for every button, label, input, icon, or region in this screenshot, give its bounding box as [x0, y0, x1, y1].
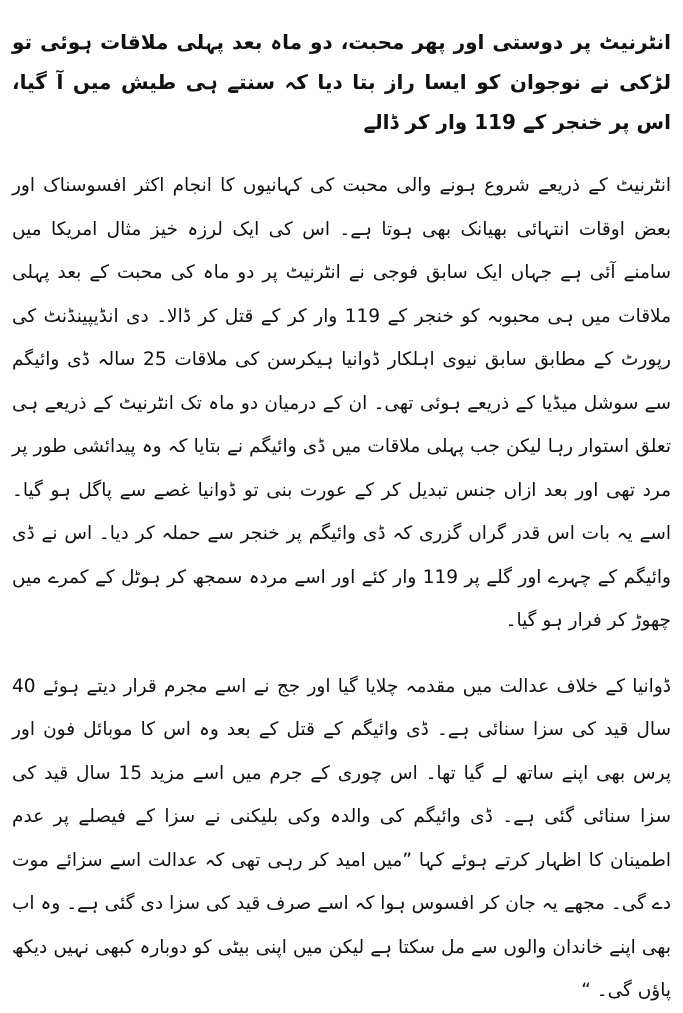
article-headline: انٹرنیٹ پر دوستی اور پھر محبت، دو ماہ بعد پہلی ملاقات ہوئی تو لڑکی نے نوجوان کو ایسا راز بتا دیا کہ سنتے ہی طیش میں آ گیا، اس پر خنجر کے 119 وار کر ڈالے: [12, 30, 671, 134]
article-paragraph-2: ڈوانیا کے خلاف عدالت میں مقدمہ چلایا گیا اور جج نے اسے مجرم قرار دیتے ہوئے 40 سال قید کی سزا سنائی ہے۔ ڈی وائیگم کے قتل کے بعد وہ اس کا موبائل فون اور پرس بھی اپنے ساتھ لے گیا تھا۔ اس چوری کے جرم میں اسے مزید 15 سال قید کی سزا سنائی گئی ہے۔ ڈی وائیگم کی والدہ وکی بلیکنی نے سزا کے فیصلے پر عدم اطمینان کا اظہار کرتے ہوئے کہا ”میں امید کر رہی تھی کہ عدالت اسے سزائے موت دے گی۔ مجھے یہ جان کر افسوس ہوا کہ اسے صرف قید کی سزا دی گئی ہے۔ وہ اب بھی اپنے خاندان والوں سے مل سکتا ہے لیکن میں اپنی بیٹی کو دوبارہ کبھی نہیں دیکھ پاﺅں گی۔ “: [12, 675, 671, 1001]
article-paragraph-1: انٹرنیٹ کے ذریعے شروع ہونے والی محبت کی کہانیوں کا انجام اکثر افسوسناک اور بعض اوقات انتہائی بھیانک بھی ہوتا ہے۔ اس کی ایک لرزہ خیز مثال امریکا میں سامنے آئی ہے جہاں ایک سابق فوجی نے انٹرنیٹ پر دو ماہ کی محبت کے بعد پہلی ملاقات میں ہی محبوبہ کو خنجر کے 119 وار کر کے قتل کر ڈالا۔ دی انڈیپینڈنٹ کی رپورٹ کے مطابق سابق نیوی اہلکار ڈوانیا ہیکرسن کی ملاقات 25 سالہ ڈی وائیگم سے سوشل میڈیا کے ذریعے ہوئی تھی۔ ان کے درمیان دو ماہ تک انٹرنیٹ کے ذریعے ہی تعلق استوار رہا لیکن جب پہلی ملاقات میں ڈی وائیگم نے بتایا کہ وہ پیدائشی طور پر مرد تھی اور بعد ازاں جنس تبدیل کر کے عورت بنی تو ڈوانیا غصے سے پاگل ہو گیا۔ اسے یہ بات اس قدر گراں گزری کہ ڈی وائیگم پر خنجر سے حملہ کر دیا۔ اس نے ڈی وائیگم کے چہرے اور گلے پر 119 وار کئے اور اسے مردہ سمجھ کر ہوٹل کے کمرے میں چھوڑ کر فرار ہو گیا۔: [12, 175, 671, 631]
